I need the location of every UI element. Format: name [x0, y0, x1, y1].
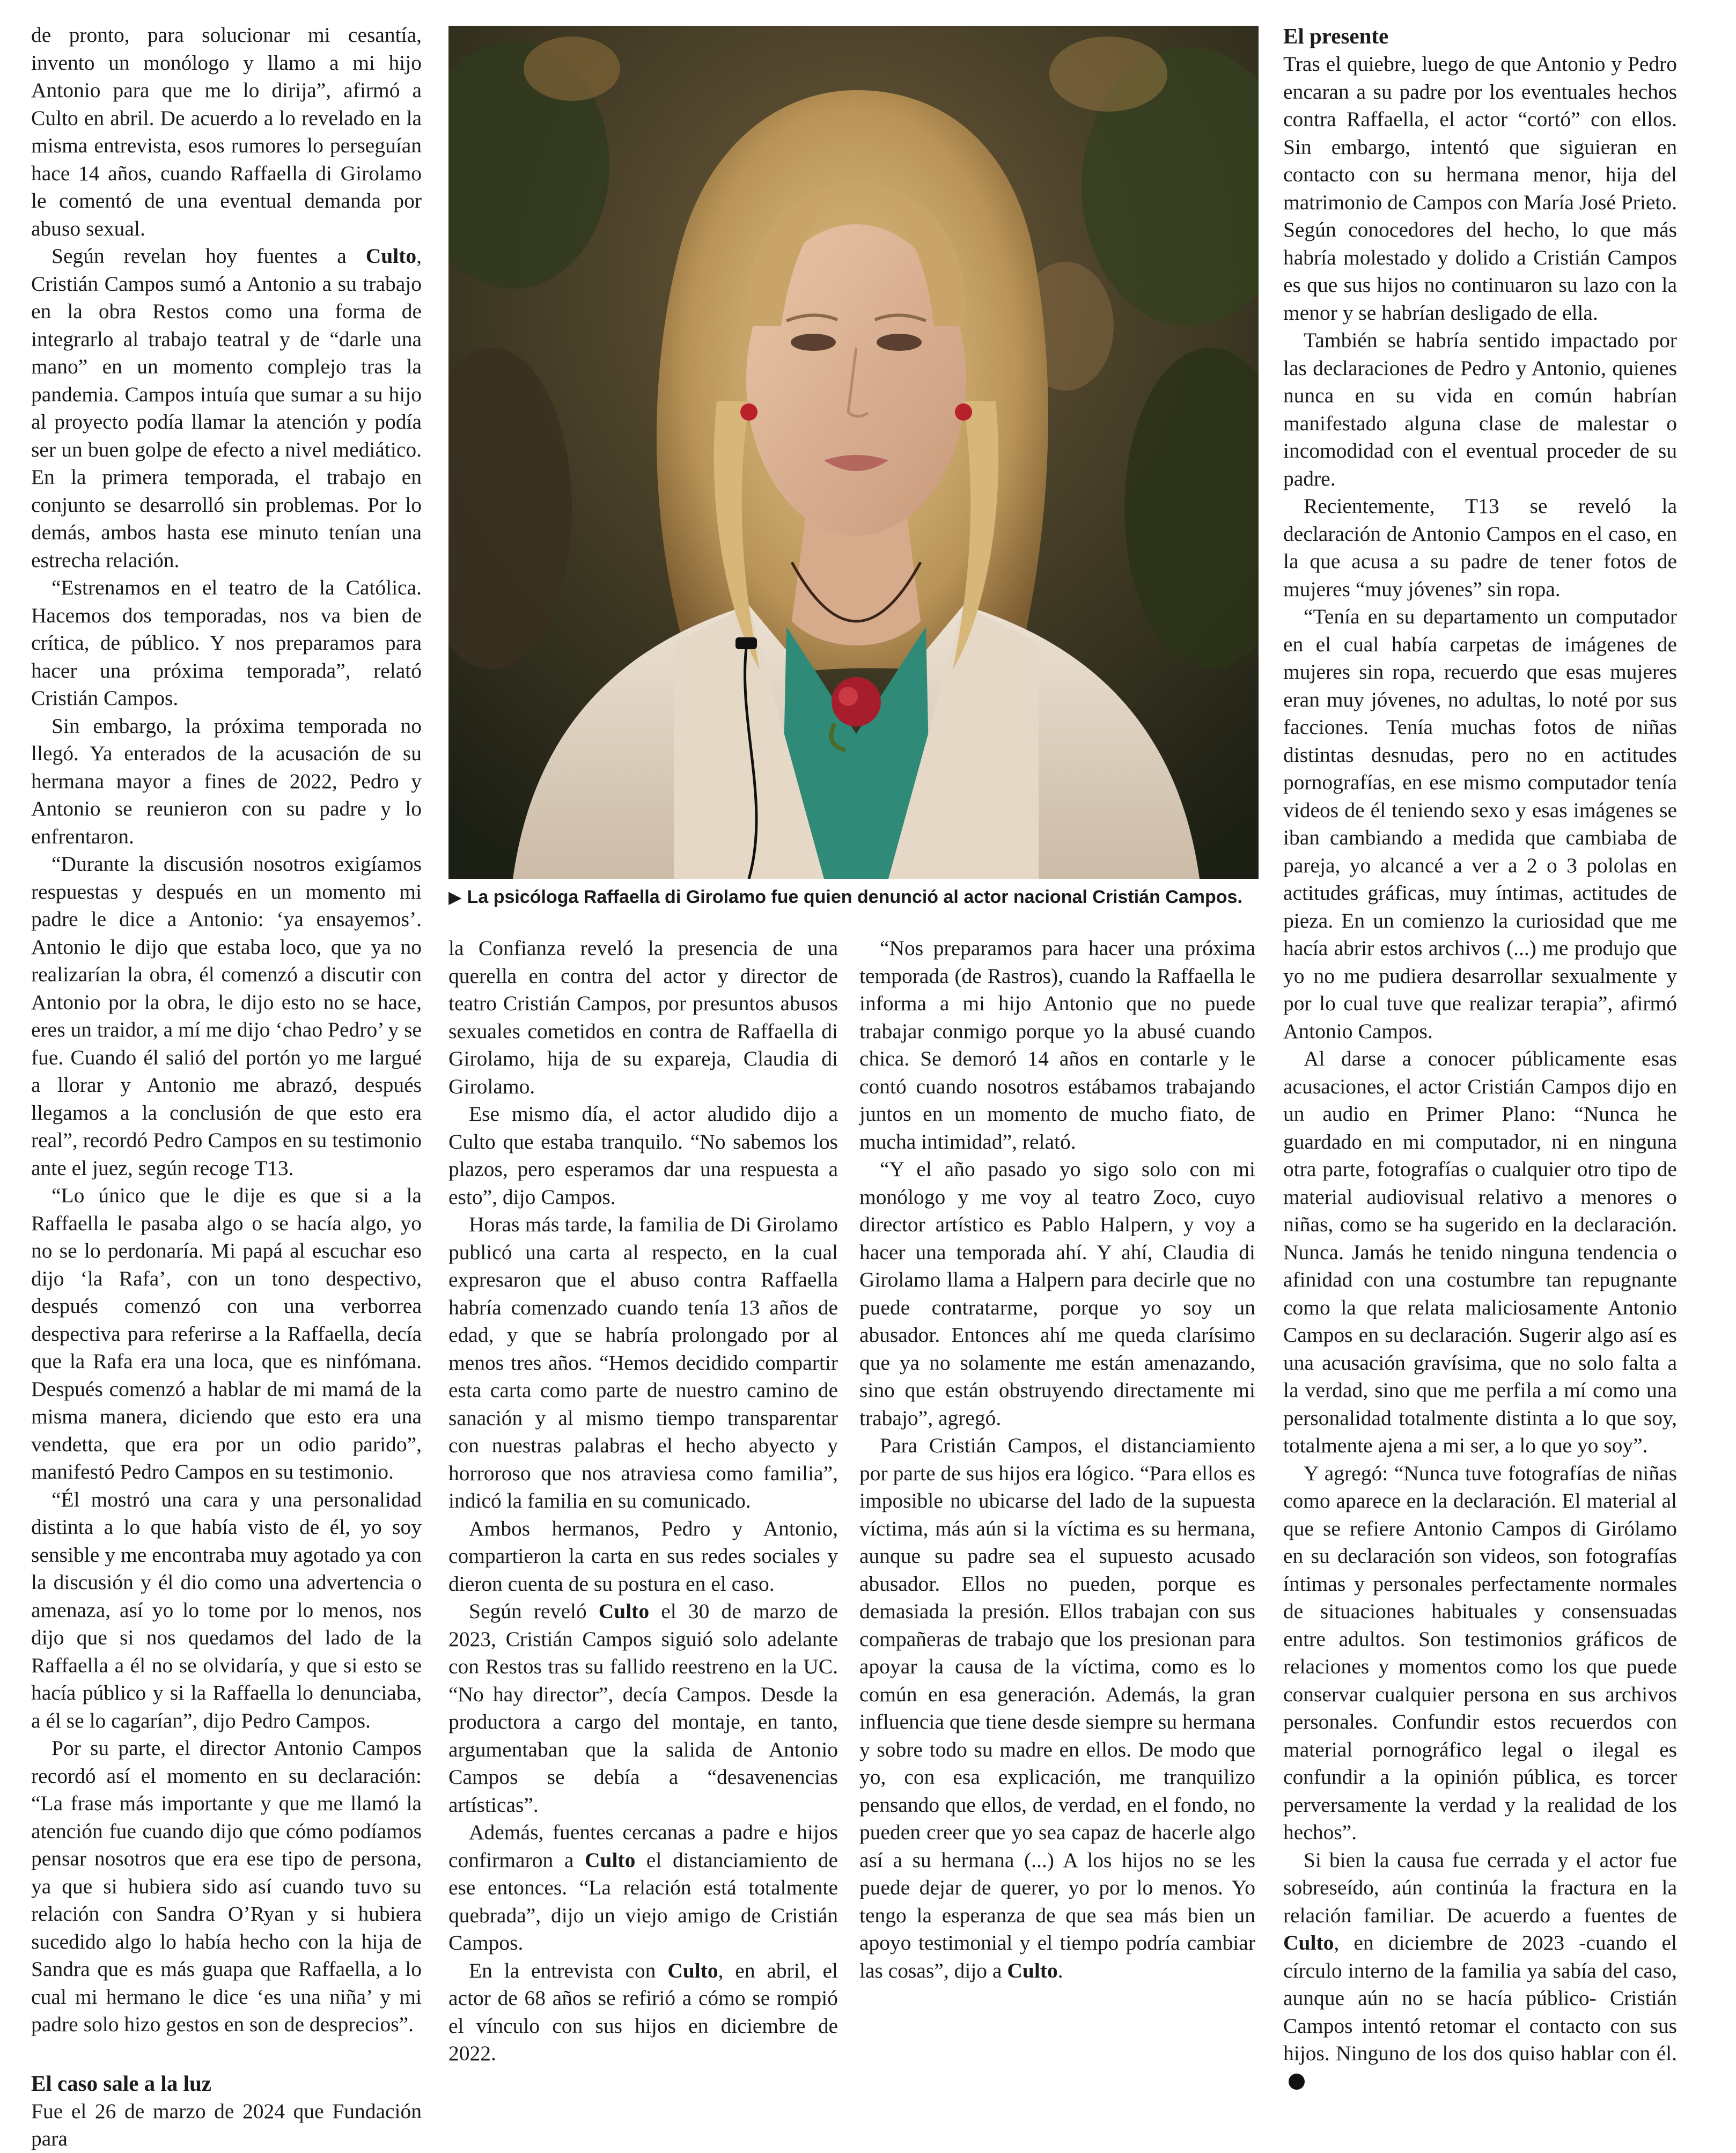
culto-name: Culto [667, 1958, 718, 1982]
culto-name: Culto [598, 1599, 650, 1623]
paragraph: de pronto, para solucionar mi cesantía, invento un monólogo y llamo a mi hijo Antonio para que me lo dirija”, afirmó a Culto en abril. De acuerdo a lo revelado en la misma entrevista, esos rumores lo perseguían hace 14 años, cuando Raffaella di Girolamo le comentó de una eventual demanda por abuso sexual. [31, 23, 422, 240]
paragraph: “Y el año pasado yo sigo solo con mi monólogo y me voy al teatro Zoco, cuyo director artístico es Pablo Halpern, y voy a hacer una temporada ahí. Y ahí, Claudia di Girolamo llama a Halpern para decirle que no puede contratarme, porque yo soy un abusador. Entonces ahí me queda clarísimo que ya no solamente me están amenazando, sino que están obstruyendo directamente mi trabajo”, agregó. [859, 1157, 1255, 1430]
paragraph: Recientemente, T13 se reveló la declaración de Antonio Campos en el caso, en la que acusa a su padre de tener fotos de mujeres “muy jóvenes” sin ropa. [1283, 494, 1677, 601]
paragraph: Para Cristián Campos, el distanciamiento por parte de sus hijos era lógico. “Para ellos es imposible no ubicarse del lado de la supuesta víctima, más aún si la víctima es su hermana, aunque su padre sea el supuesto acusado abusador. Ellos no pueden, porque es demasiada la presión. Ellos trabajan con sus compañeras de trabajo que los presionan para apoyar la causa de la víctima, como es lo común en esa generación. Además, la gran influencia que tiene desde siempre su hermana y sobre todo su madre en ellos. De modo que yo, con esa explicación, me tranquilizo pensando que ellos, de verdad, en el fondo, no pueden creer que yo sea capaz de hacerle algo así a su hermana (...) A los hijos no se les puede dejar de querer, yo por lo menos. Yo tengo la esperanza de que sea más bien un apoyo testimonial y el tiempo podría cambiar las cosas”, dijo a Culto. [859, 1434, 1255, 1982]
paragraph: También se habría sentido impactado por las declaraciones de Pedro y Antonio, quienes nunca en su vida en común habrían manifestado alguna clase de malestar o incomodidad con el eventual proceder de su padre. [1283, 328, 1677, 490]
paragraph: “Durante la discusión nosotros exigíamos respuestas y después en un momento mi padre le dice a Antonio: ‘ya ensayemos’. Antonio le dijo que estaba loco, que ya no realizarían la obra, él comenzó a discutir con Antonio por la obra, le dijo esto no se hace, eres un traidor, a mí me dijo ‘chao Pedro’ y se fue. Cuando él salió del portón yo me largué a llorar y Antonio me abrazó, después llegamos a la conclusión de que esto era real”, recordó Pedro Campos en su testimonio ante el juez, según recoge T13. [31, 852, 422, 1180]
paragraph: Si bien la causa fue cerrada y el actor fue sobreseído, aún continúa la fractura en la relación familiar. De acuerdo a fuentes de Culto, en diciembre de 2023 -cuando el círculo interno de la familia ya sabía del caso, aunque aún no se hacía público- Cristián Campos intentó retomar el contacto con sus hijos. Ninguno de los dos quiso hablar con él. [1283, 1847, 1677, 2096]
article-photo [448, 26, 1259, 879]
paragraph: Al darse a conocer públicamente esas acusaciones, el actor Cristián Campos dijo en un audio en Primer Plano: “Nunca he guardado en mi computador, ni en ninguna otra parte, fotografías o cualquier otro tipo de material audiovisual relativo a menores o niñas, como se ha sugerido en la declaración. Nunca. Jamás he tenido ninguna tendencia o afinidad con una costumbre tan repugnante como la que relata maliciosamente Antonio Campos en su declaración. Sugerir algo así es una acusación gravísima, que no solo falta a la verdad, sino que me perfila a mí como una personalidad totalmente distinta a lo que soy, totalmente ajena a mi ser, a lo que yo soy”. [1283, 1047, 1677, 1457]
paragraph: “Estrenamos en el teatro de la Católica. Hacemos dos temporadas, nos va bien de crítica, de público. Y nos preparamos para hacer una próxima temporada”, relató Cristián Campos. [31, 576, 422, 710]
paragraph: la Confianza reveló la presencia de una querella en contra del actor y director de teatro Cristián Campos, por presuntos abusos sexuales cometidos en contra de Raffaella di Girolamo, hija de su expareja, Claudia di Girolamo. [448, 936, 838, 1098]
paragraph: Horas más tarde, la familia de Di Girolamo publicó una carta al respecto, en la cual expresaron que el abuso contra Raffaella habría comenzado cuando tenía 13 años de edad, y que se habría prolongado por al menos tres años. “Hemos decidido compartir esta carta como parte de nuestro camino de sanación y al mismo tiempo transparentar con nuestras palabras el hecho abyecto y horroroso que nos atraviesa como familia”, indicó la familia en su comunicado. [448, 1213, 838, 1512]
paragraph: Además, fuentes cercanas a padre e hijos confirmaron a Culto el distanciamiento de ese entonces. “La relación está totalmente quebrada”, dijo un viejo amigo de Cristián Campos. [448, 1820, 838, 1954]
section-heading: El caso sale a la luz [31, 2070, 211, 2096]
paragraph: Por su parte, el director Antonio Campos recordó así el momento en su declaración: “La frase más importante y que me llamó la atención fue cuando dijo que cómo podíamos pensar nosotros que era ese tipo de persona, ya que si hubiera sido así cuando tuvo su relación con Sandra O’Ryan y si hubiera sucedido algo lo había hecho con la hija de Sandra que es más guapa que Raffaella, a lo cual mi hermano le dice ‘es una niña’ y mi padre solo hizo gestos en son de desprecios”. [31, 1736, 422, 2036]
article-column-1 [31, 21, 422, 2153]
caption-triangle-icon: ▶ [448, 887, 462, 907]
photo-caption: ▶ La psicóloga Raffaella di Girolamo fue quien denunció al actor nacional Cristián Campos. [448, 887, 1242, 907]
culto-name: Culto [584, 1848, 636, 1872]
paragraph: Según reveló Culto el 30 de marzo de 2023, Cristián Campos siguió solo adelante con Restos tras su fallido reestreno en la UC. “No hay director”, decía Campos. Desde la productora a cargo del montaje, en tanto, argumentaban que la salida de Antonio Campos se debía a “desavenencias artísticas”. [448, 1599, 838, 1817]
culto-name: Culto [1283, 1931, 1334, 1954]
culto-name: Culto [1007, 1958, 1058, 1982]
section-heading: El presente [1283, 24, 1389, 48]
paragraph: Ese mismo día, el actor aludido dijo a Culto que estaba tranquilo. “No sabemos los plazos, pero esperamos dar una respuesta a esto”, dijo Campos. [448, 1102, 838, 1209]
paragraph: Ambos hermanos, Pedro y Antonio, compartieron la carta en sus redes sociales y dieron cuenta de su postura en el caso. [448, 1516, 838, 1596]
article-column-3 [859, 935, 1255, 1985]
paragraph: “Tenía en su departamento un computador en el cual había carpetas de imágenes de mujeres sin ropa, recuerdo que esas mujeres eran muy jóvenes, no adultas, lo noté por sus facciones. Tenía muchas fotos de niñas distintas desnudas, pero no en actitudes pornografías, en ese mismo computador tenía videos de él teniendo sexo y esas imágenes se iban cambiando a medida que cambiaba de pareja, yo alcancé a ver a 2 o 3 pololas en actitudes gráficas, muy íntimas, actitudes de pieza. En un comienzo la curiosidad que me hacía abrir estos archivos (...) me produjo que yo no me pudiera desarrollar sexualmente y por lo cual tuve que realizar terapia”, afirmó Antonio Campos. [1283, 605, 1677, 1043]
paragraph: Según revelan hoy fuentes a Culto, Cristián Campos sumó a Antonio a su trabajo en la obra Restos como una forma de integrarlo al trabajo teatral y de “darle una mano” en un momento complejo tras la pandemia. Campos intuía que sumar a su hijo al proyecto podía llamar la atención y podía ser un buen golpe de efecto a nivel mediático. En la primera temporada, el trabajo en conjunto se desarrolló sin problemas. Por lo demás, ambos hasta ese minuto tenían una estrecha relación. [31, 244, 422, 572]
paragraph: Y agregó: “Nunca tuve fotografías de niñas como aparece en la declaración. El material al que se refiere Antonio Campos di Girólamo en su declaración son videos, son fotografías íntimas y personales perfectamente normales de situaciones habituales y consensuadas entre adultos. Son testimonios gráficos de relaciones y momentos como los que puede conservar cualquier persona en sus archivos personales. Confundir estos recuerdos con material pornográfico legal o ilegal es confundir a la opinión pública, es torcer perversamente la verdad y la realidad de los hechos”. [1283, 1461, 1677, 1844]
paragraph: Tras el quiebre, luego de que Antonio y Pedro encaran a su padre por los eventuales hechos contra Raffaella, el actor “cortó” con ellos. Sin embargo, intentó que siguieran en contacto con su hermana menor, hija del matrimonio de Campos con María José Prieto. Según conocedores del hecho, lo que más habría molestado y dolido a Cristián Campos es que sus hijos no continuaron su lazo con la menor y se habrían desligado de ella. [1283, 52, 1677, 325]
paragraph: “Nos preparamos para hacer una próxima temporada (de Rastros), cuando la Raffaella le informa a mi hijo Antonio que no puede trabajar conmigo porque yo la abusé cuando chica. Se demoró 14 años en contarle y le contó cuando nosotros estábamos trabajando juntos en un momento de mucho fiato, de mucha intimidad”, relató. [859, 936, 1255, 1153]
end-of-article-icon [1289, 2074, 1305, 2090]
culto-name: Culto [365, 244, 417, 268]
paragraph: “Él mostró una cara y una personalidad distinta a lo que había visto de él, yo soy sensible y me encontraba muy agotado ya con la discusión y él dio como una advertencia o amenaza, así yo lo tome por lo menos, nos dijo que si nos quedamos del lado de la Raffaella a él no se olvidaría, y que si esto se hacía público y si la Raffaella lo denunciaba, a él se lo cagarían”, dijo Pedro Campos. [31, 1487, 422, 1732]
article-column-2 [448, 935, 838, 2068]
paragraph: Fue el 26 de marzo de 2024 que Fundación para [31, 2099, 422, 2150]
article-column-4 [1283, 21, 1677, 2095]
paragraph: En la entrevista con Culto, en abril, el actor de 68 años se refirió a cómo se rompió el vínculo con sus hijos en diciembre de 2022. [448, 1958, 838, 2065]
paragraph: “Lo único que le dije es que si a la Raffaella le pasaba algo o se hacía algo, yo no se lo perdonaría. Mi papá al escuchar eso dijo ‘la Rafa’, con un tono despectivo, después comenzó con una verborrea despectiva para referirse a la Raffaella, decía que la Rafa era una loca, que es ninfómana. Después comenzó a hablar de mi mamá de la misma manera, diciendo que esto era una vendetta, que era por un odio parido”, manifestó Pedro Campos en su testimonio. [31, 1184, 422, 1483]
paragraph: Sin embargo, la próxima temporada no llegó. Ya enterados de la acusación de su hermana mayor a fines de 2022, Pedro y Antonio se reunieron con su padre y lo enfrentaron. [31, 714, 422, 848]
